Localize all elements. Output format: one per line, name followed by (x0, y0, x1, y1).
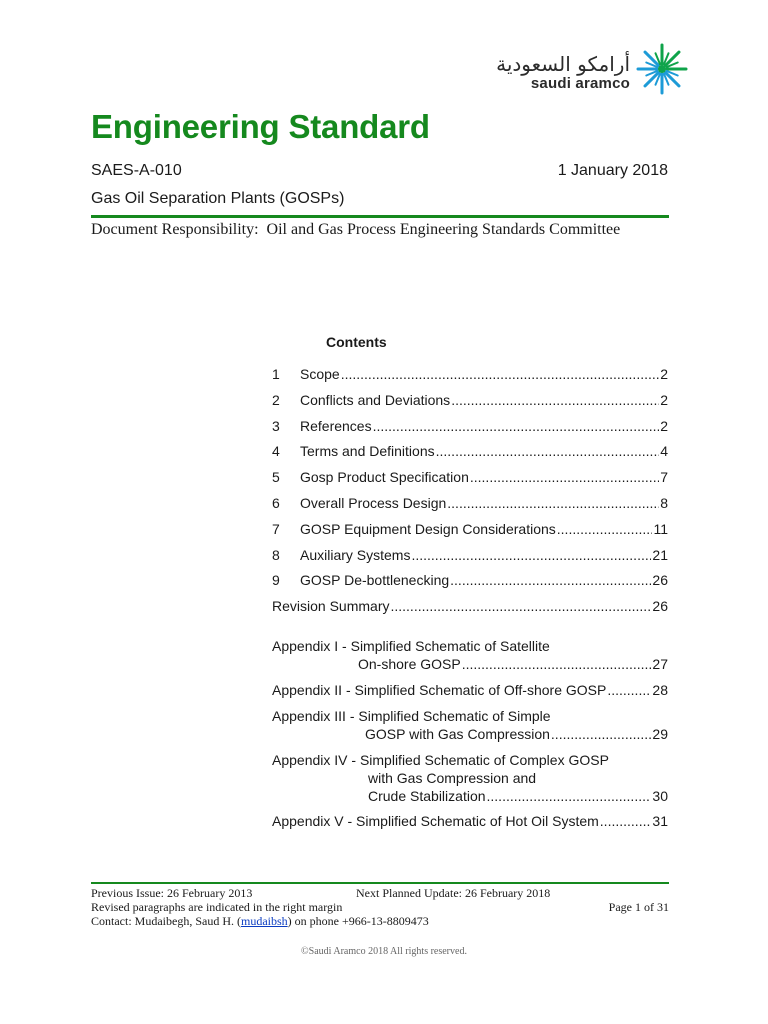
next-planned-update: Next Planned Update: 26 February 2018 (356, 886, 551, 900)
toc-entry-title: Terms and Definitions (300, 443, 435, 460)
toc-entry-title: Revision Summary (272, 598, 390, 615)
toc-entry-page: 8 (660, 494, 668, 511)
toc-dot-leader (551, 725, 652, 743)
contact-email-link[interactable]: mudaibsh (240, 914, 288, 928)
toc-entry-number: 1 (272, 366, 280, 382)
toc-entry-revision-summary[interactable] (272, 598, 668, 624)
toc-entry[interactable] (272, 418, 668, 444)
toc-entry-number: 3 (272, 417, 280, 434)
revised-note: Revised paragraphs are indicated in the right margin (91, 900, 343, 914)
appendix-last-line (272, 812, 668, 830)
appendix-line: with Gas Compression and (368, 770, 537, 786)
appendix-page: 29 (652, 726, 668, 742)
toc-entry-page: 21 (652, 546, 668, 563)
appendix-title: On-shore GOSP (358, 656, 461, 672)
appendix-last-line (272, 787, 668, 805)
appendix-entry[interactable] (272, 637, 668, 673)
appendix-title: Appendix V - Simplified Schematic of Hot Oil System (272, 813, 599, 829)
toc-entry[interactable] (272, 392, 668, 418)
aramco-star-icon (634, 38, 688, 98)
toc-entry-page: 4 (660, 443, 668, 460)
toc-entry-page: 2 (660, 391, 668, 408)
toc-entry-title: Overall Process Design (300, 494, 447, 511)
toc-dot-leader (600, 812, 652, 830)
toc-entry[interactable] (272, 443, 668, 469)
appendix-last-line (272, 655, 668, 673)
saudi-aramco-logo (496, 38, 688, 98)
toc-dot-leader (411, 547, 651, 563)
appendix-page: 27 (652, 656, 668, 672)
toc-entry-page: 7 (660, 469, 668, 486)
appendix-entry[interactable] (272, 812, 668, 830)
appendix-title: Appendix II - Simplified Schematic of Off-shore GOSP (272, 682, 607, 698)
appendix-page: 31 (652, 813, 668, 829)
toc-entry-title: GOSP De-bottlenecking (300, 572, 450, 589)
toc-entry-title: Auxiliary Systems (300, 546, 411, 563)
document-code: SAES-A-010 (91, 162, 182, 179)
toc-dot-leader (447, 495, 659, 511)
document-responsibility (91, 221, 620, 239)
copyright: ©Saudi Aramco 2018 All rights reserved. (301, 946, 467, 957)
appendix-entry[interactable] (272, 681, 668, 699)
appendix-entry[interactable] (272, 707, 668, 743)
contact-prefix: Contact: Mudaibegh, Saud H. ( (91, 914, 241, 928)
toc-dot-leader (373, 418, 660, 434)
document-date: 1 January 2018 (557, 162, 668, 179)
page-title: Engineering Standard (91, 108, 430, 145)
toc-dot-leader (557, 521, 653, 537)
previous-issue: Previous Issue: 26 February 2013 (91, 886, 253, 900)
toc-entry-number: 7 (272, 520, 280, 537)
toc-entry[interactable] (272, 572, 668, 598)
toc-entry-number: 8 (272, 546, 280, 563)
appendix-last-line (272, 681, 668, 699)
toc-dot-leader (450, 572, 651, 588)
toc-entry[interactable] (272, 366, 668, 392)
appendix-page: 28 (652, 682, 668, 698)
toc-dot-leader (390, 598, 651, 614)
toc-entry-number: 9 (272, 572, 280, 589)
appendix-line: Appendix I - Simplified Schematic of Satellite (272, 638, 550, 654)
toc-dot-leader (607, 681, 651, 699)
header-divider (91, 215, 669, 218)
toc-entry-page: 11 (653, 520, 668, 537)
appendix-last-line (272, 725, 668, 743)
toc-entry[interactable] (272, 469, 668, 495)
toc-entry-title: Gosp Product Specification (300, 469, 469, 486)
appendix-title: Crude Stabilization (368, 788, 486, 804)
toc-entry-number: 4 (272, 443, 280, 460)
document-name: Gas Oil Separation Plants (GOSPs) (91, 190, 345, 207)
appendix-page: 30 (652, 788, 668, 804)
toc-entry-page: 26 (652, 598, 668, 615)
toc-entry-page: 2 (660, 417, 668, 434)
toc-entry-page: 26 (652, 572, 668, 589)
toc-entry[interactable] (272, 495, 668, 521)
toc-entry[interactable] (272, 521, 668, 547)
footer (91, 886, 669, 928)
responsibility-label: Document Responsibility: (91, 221, 259, 238)
toc-dot-leader (470, 469, 659, 485)
toc-entry-number: 2 (272, 391, 280, 408)
contents-heading: Contents (326, 334, 387, 350)
appendix-line: Appendix IV - Simplified Schematic of Complex GOSP (272, 752, 609, 768)
contact-suffix: ) on phone +966-13-8809473 (287, 914, 429, 928)
appendix-title: GOSP with Gas Compression (365, 726, 550, 742)
logo-latin-text: saudi aramco (530, 75, 630, 92)
contact-line (91, 914, 669, 928)
toc-entry-number: 5 (272, 469, 280, 486)
toc-dot-leader (487, 787, 652, 805)
toc-entry-title: Conflicts and Deviations (300, 391, 451, 408)
toc-dot-leader (341, 366, 660, 382)
responsibility-value: Oil and Gas Process Engineering Standards Committee (266, 221, 621, 238)
toc-dot-leader (451, 392, 659, 408)
toc-entry-title: GOSP Equipment Design Considerations (300, 520, 556, 537)
logo-star-center (658, 65, 666, 73)
toc-dot-leader (436, 443, 660, 459)
toc-dot-leader (462, 655, 652, 673)
appendix-line: Appendix III - Simplified Schematic of Simple (272, 708, 551, 724)
appendix-entry[interactable] (272, 751, 668, 805)
toc-entry[interactable] (272, 547, 668, 573)
footer-divider (91, 882, 669, 884)
toc-entry-number: 6 (272, 494, 280, 511)
toc-entry-title: Scope (300, 366, 340, 382)
toc-entry-page: 2 (660, 366, 668, 382)
toc-entry-title: References (300, 417, 372, 434)
page-number: Page 1 of 31 (608, 900, 669, 914)
logo-arabic-text: أرامكو السعودية (496, 52, 630, 76)
table-of-contents (272, 366, 668, 624)
